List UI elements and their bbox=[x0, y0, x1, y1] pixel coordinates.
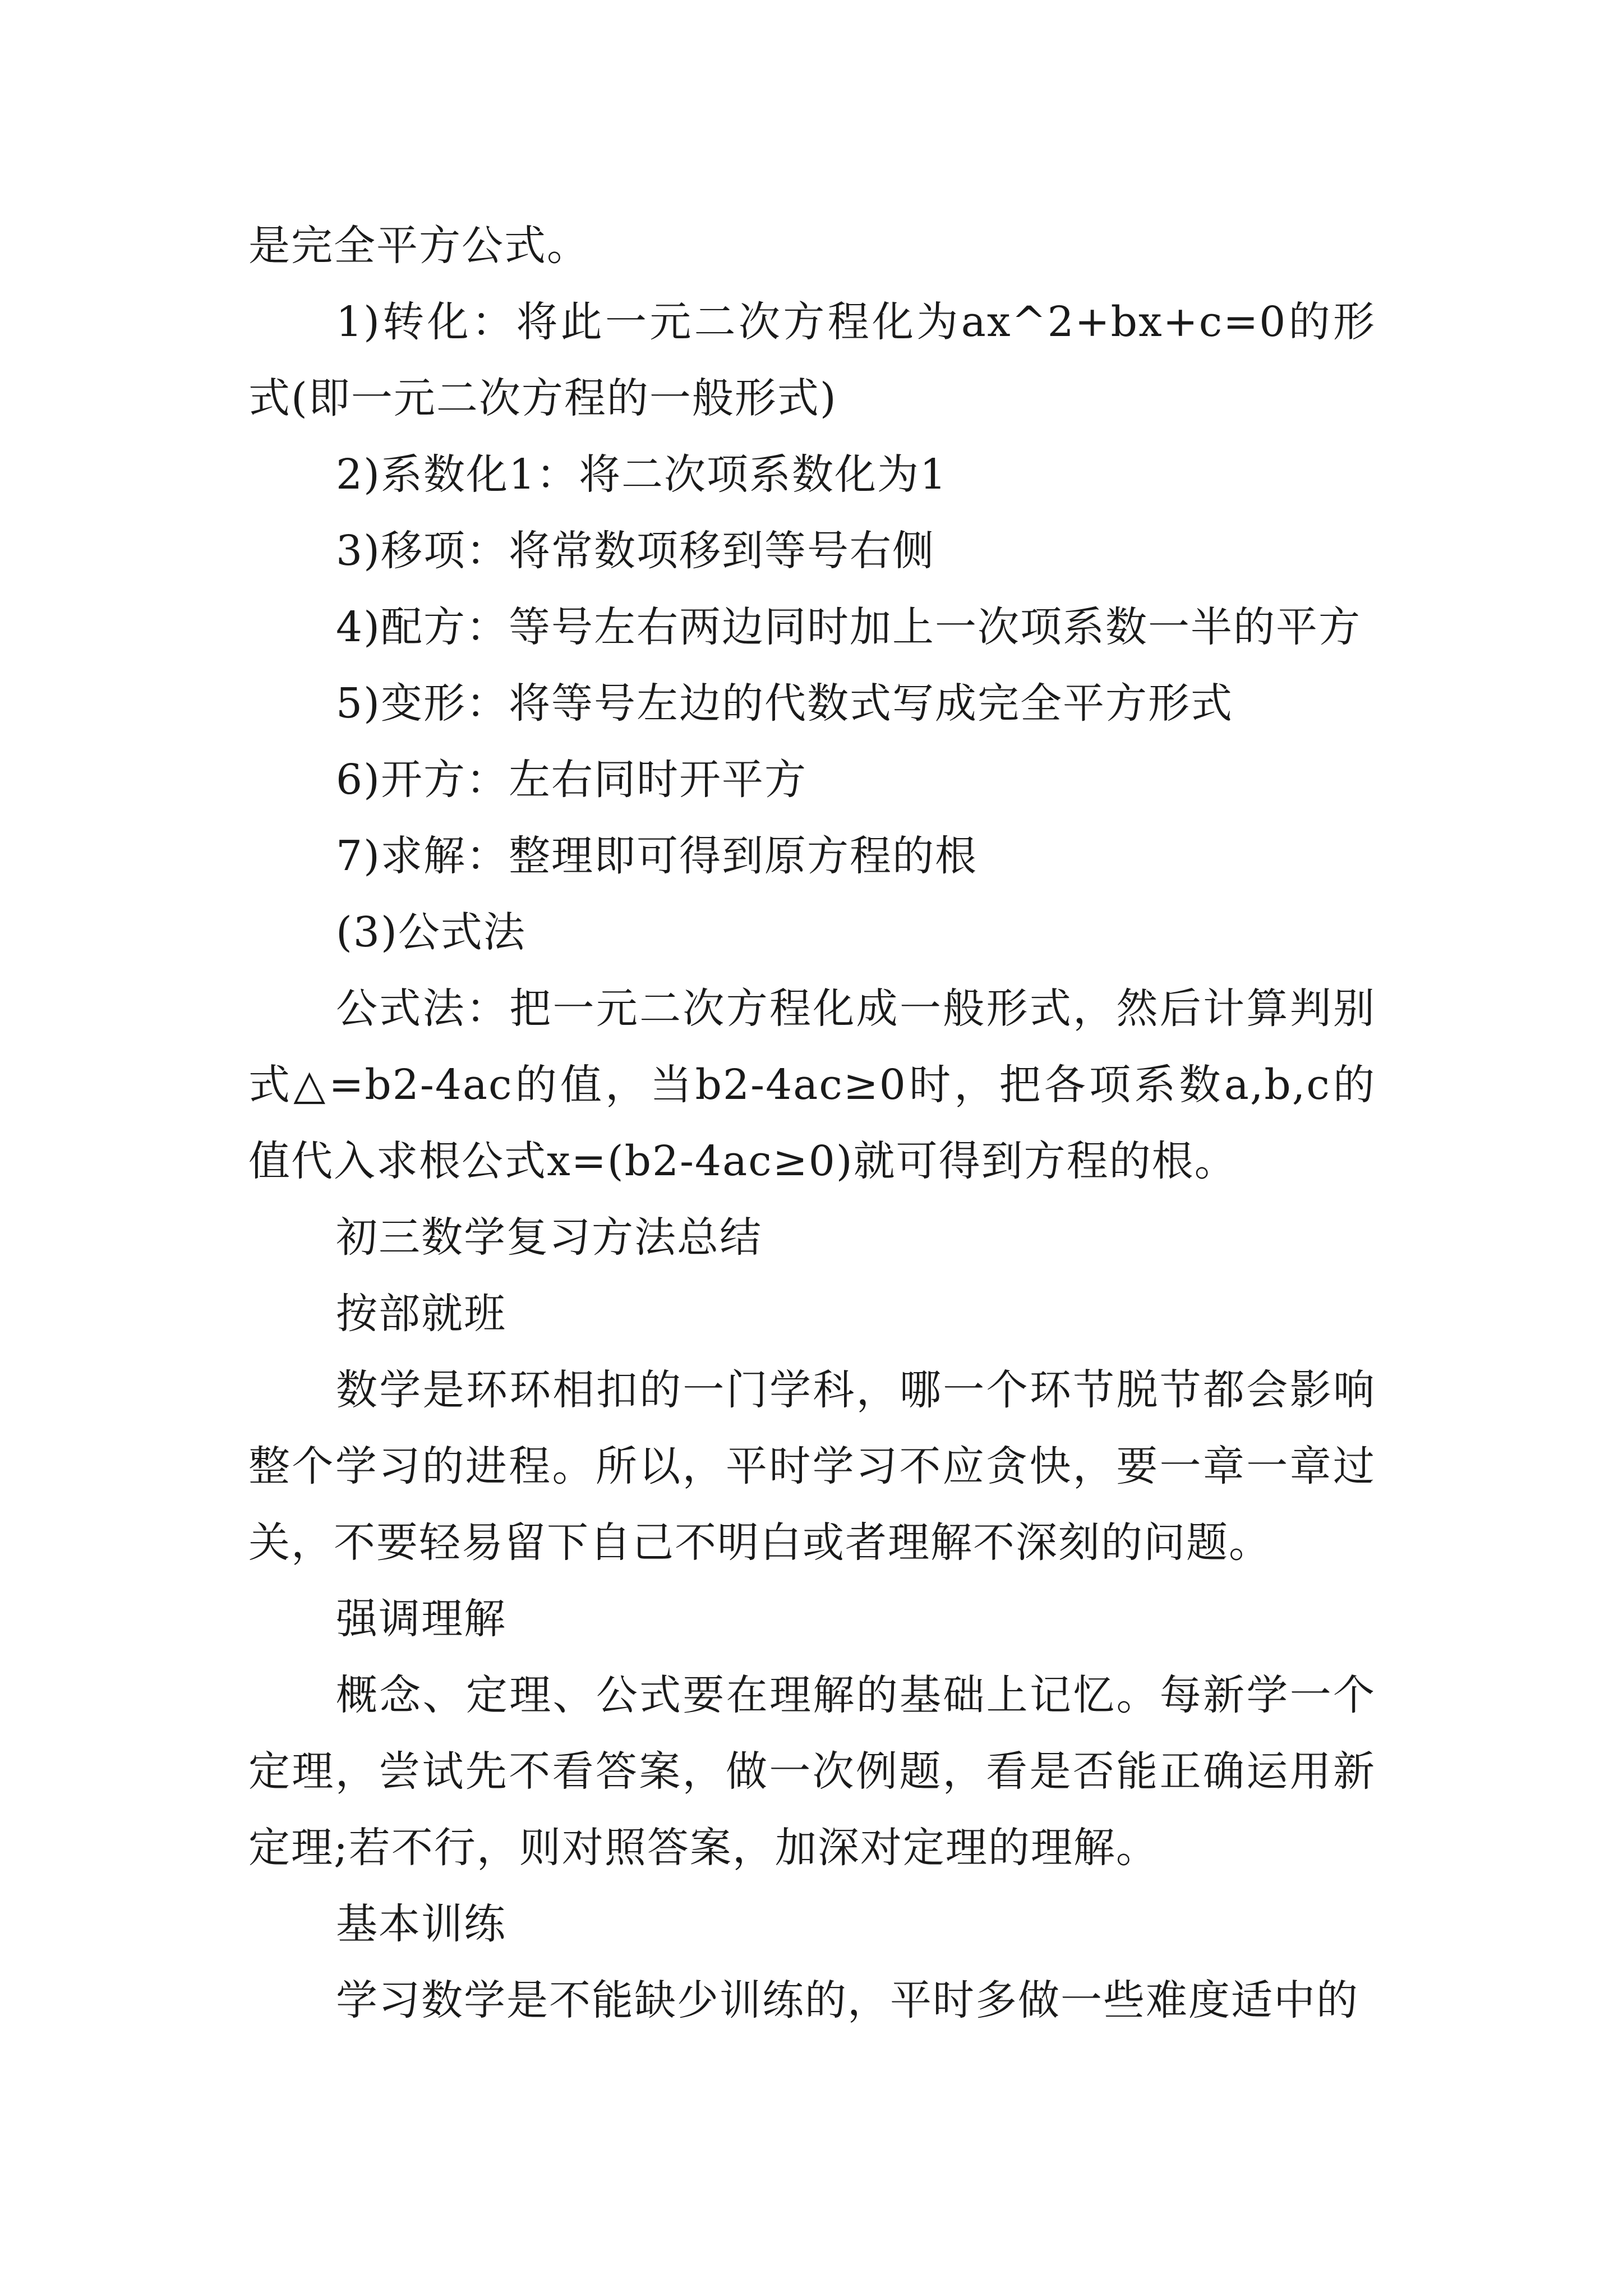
step-4-complete-square: 4)配方：等号左右两边同时加上一次项系数一半的平方 bbox=[336, 603, 1361, 651]
paragraph-continuation: 是完全平方公式。 bbox=[248, 222, 589, 270]
step-2-normalize-coefficient: 2)系数化1：将二次项系数化为1 bbox=[336, 450, 948, 499]
subheading-understanding: 强调理解 bbox=[336, 1595, 506, 1643]
section-heading-formula-method: (3)公式法 bbox=[336, 908, 526, 956]
step-7-solve: 7)求解：整理即可得到原方程的根 bbox=[336, 832, 978, 880]
paragraph-basic-training: 学习数学是不能缺少训练的，平时多做一些难度适中的 bbox=[336, 1976, 1359, 2024]
body-text bbox=[248, 208, 1376, 2039]
paragraph-understanding: 概念、定理、公式要在理解的基础上记忆。每新学一个定理，尝试先不看答案，做一次例题，看是否能正确运用新定理;若不行，则对照答案，加深对定理的理解。 bbox=[248, 1671, 1376, 1872]
paragraph-formula-method: 公式法：把一元二次方程化成一般形式，然后计算判别式△=b2-4ac的值，当b2-4ac≥0时，把各项系数a,b,c的值代入求根公式x=(b2-4ac≥0)就可得到方程的根。 bbox=[248, 984, 1376, 1185]
subheading-step-by-step: 按部就班 bbox=[336, 1290, 506, 1338]
subheading-basic-training: 基本训练 bbox=[336, 1900, 506, 1948]
section-heading-review-methods: 初三数学复习方法总结 bbox=[336, 1213, 762, 1262]
step-6-square-root: 6)开方：左右同时开平方 bbox=[336, 756, 807, 804]
step-3-move-terms: 3)移项：将常数项移到等号右侧 bbox=[336, 527, 935, 575]
step-5-transform: 5)变形：将等号左边的代数式写成完全平方形式 bbox=[336, 679, 1233, 728]
step-1-convert: 1)转化：将此一元二次方程化为ax^2+bx+c=0的形式(即一元二次方程的一般形式) bbox=[248, 298, 1376, 422]
paragraph-step-by-step: 数学是环环相扣的一门学科，哪一个环节脱节都会影响整个学习的进程。所以，平时学习不应贪快，要一章一章过关，不要轻易留下自己不明白或者理解不深刻的问题。 bbox=[248, 1366, 1376, 1567]
